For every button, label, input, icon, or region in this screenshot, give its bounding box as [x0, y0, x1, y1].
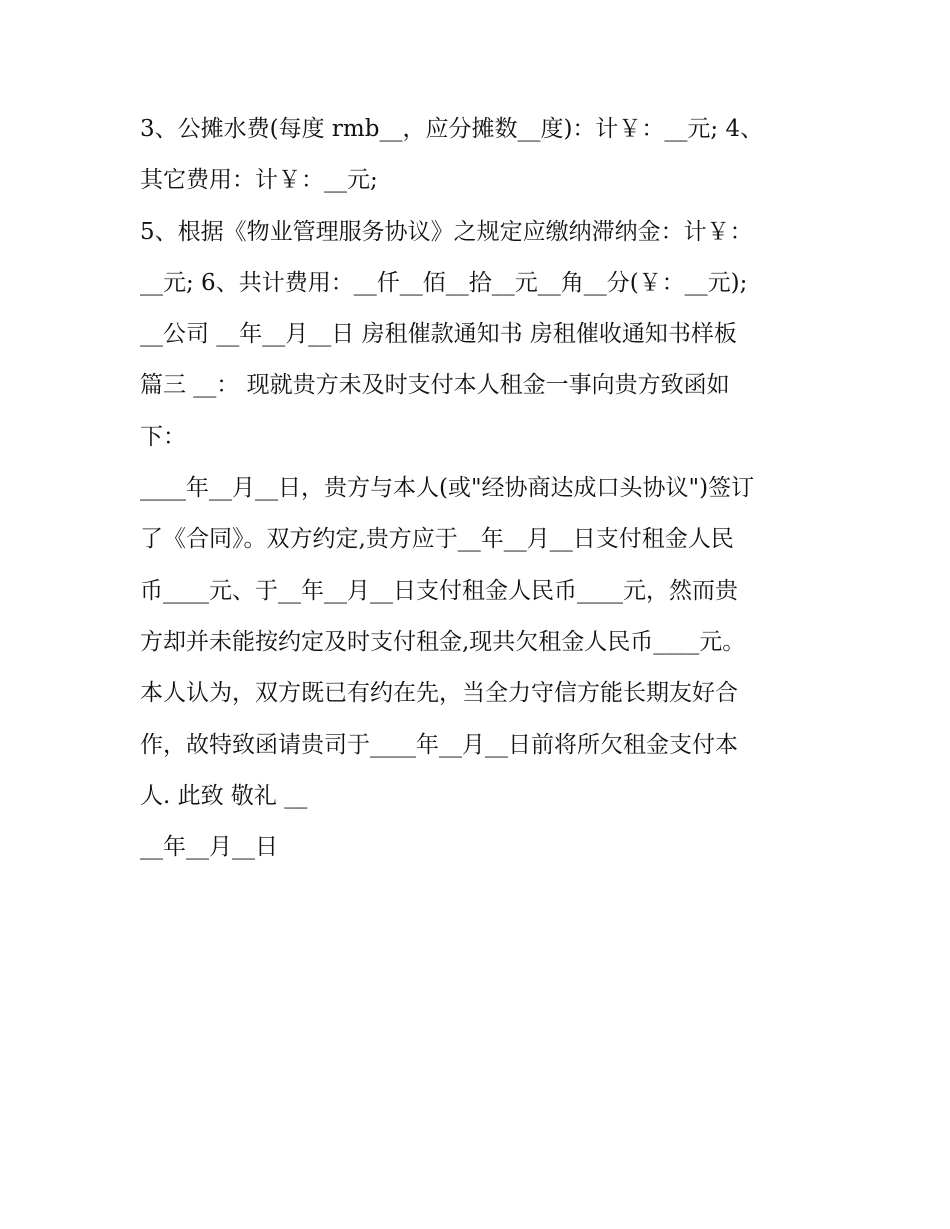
text-line: 下：: [140, 423, 186, 450]
text-line: 本人认为，双方既已有约在先，当全力守信方能长期友好合: [140, 680, 738, 707]
document-text-body: [140, 104, 820, 873]
text-line: 币____元、于__年__月__日支付租金人民币____元，然而贵: [140, 577, 738, 604]
text-line: 作，故特致函请贵司于____年__月__日前将所欠租金支付本: [140, 731, 738, 758]
text-line: ____年__月__日，贵方与本人(或"经协商达成口头协议")签订: [140, 475, 755, 502]
text-line: __元; 6、共计费用：__仟__佰__拾__元__角__分(￥：__元);: [140, 269, 748, 296]
text-line: 其它费用：计￥：__元;: [140, 167, 378, 194]
text-line: 5、根据《物业管理服务协议》之规定应缴纳滞纳金：计￥：: [140, 218, 753, 245]
text-line: 了《合同》。双方约定,贵方应于__年__月__日支付租金人民: [140, 526, 734, 553]
text-line: __公司 __年__月__日 房租催款通知书 房租催收通知书样板: [140, 321, 737, 348]
text-line: 3、公摊水费(每度 rmb__，应分摊数__度)：计￥：__元; 4、: [140, 116, 764, 142]
text-line: __年__月__日: [140, 834, 278, 861]
text-line: 方却并未能按约定及时支付租金,现共欠租金人民币____元。: [140, 628, 746, 655]
text-line: 篇三 __： 现就贵方未及时支付本人租金一事向贵方致函如: [140, 372, 730, 399]
text-line: 人. 此致 敬礼 __: [140, 782, 308, 809]
